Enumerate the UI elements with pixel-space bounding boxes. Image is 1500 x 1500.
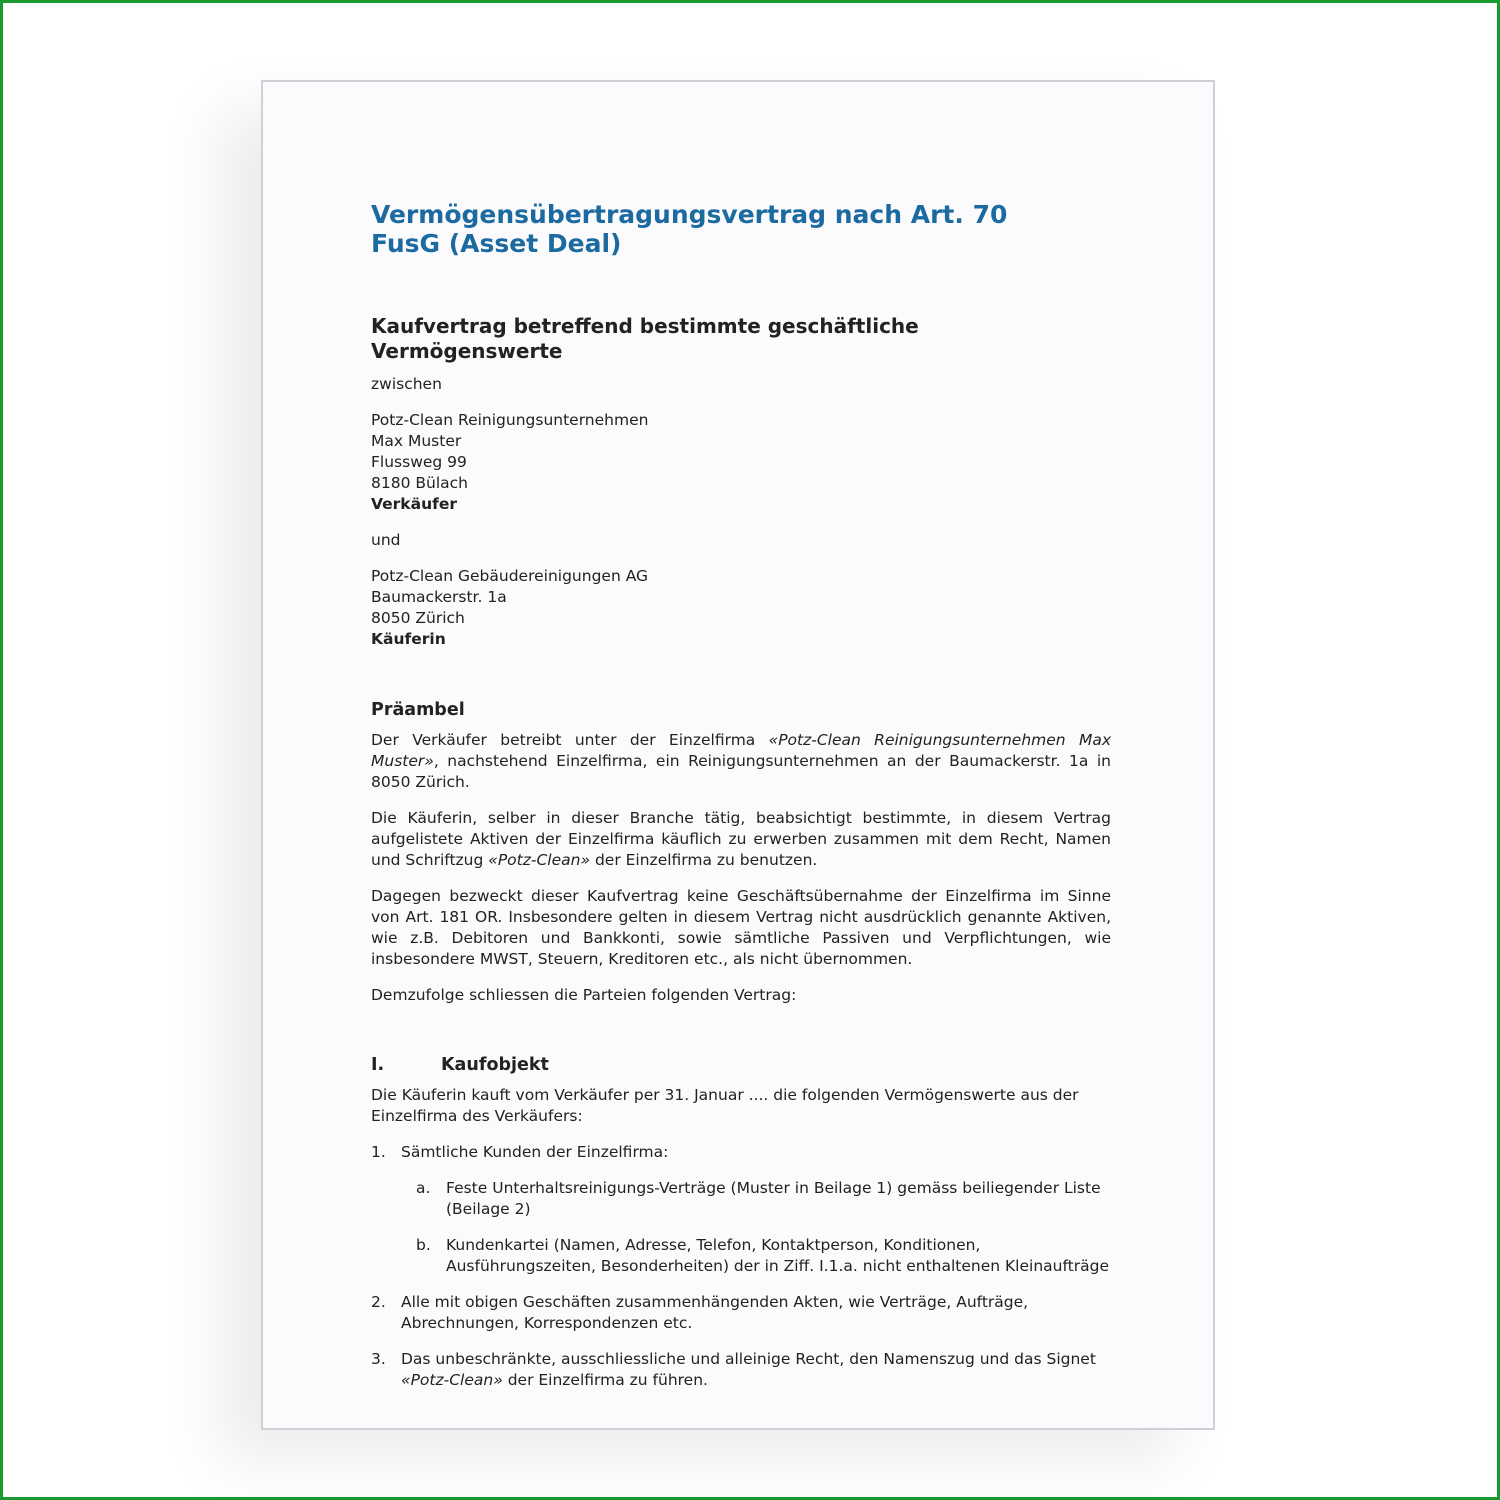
preamble-paragraph-4: Demzufolge schliessen die Parteien folgenden Vertrag:: [371, 986, 797, 1004]
text-run: Die Käuferin, selber in dieser Branche tätig, beabsichtigt bestimmte, in diesem Vertrag aufgelistete Aktiven der Einzelfirma käuflich zu erwerben zusammen mit dem Recht, Namen und Schriftzug: [371, 809, 1111, 869]
text-run: der Einzelfirma zu benutzen.: [590, 851, 818, 869]
buyer-line: 8050 Zürich: [371, 609, 465, 627]
seller-role: Verkäufer: [371, 495, 458, 513]
section-number: I.: [371, 1055, 385, 1075]
buyer-line: Baumackerstr. 1a: [371, 588, 507, 606]
and-text: und: [371, 531, 401, 549]
text-run: Das unbeschränkte, ausschliessliche und alleinige Recht, den Namenszug und das Signet: [401, 1350, 1096, 1368]
seller-line: Potz-Clean Reinigungsunternehmen: [371, 411, 649, 429]
list-item: [371, 1292, 1111, 1334]
list-text: [401, 1349, 1111, 1391]
brand-name-italic: «Potz-Clean»: [488, 851, 591, 869]
document-page: [261, 80, 1215, 1430]
buyer-line: Potz-Clean Gebäudereinigungen AG: [371, 567, 649, 585]
list-marker: a.: [416, 1179, 431, 1197]
text-run: der Einzelfirma zu führen.: [502, 1371, 708, 1389]
list-text: Kundenkartei (Namen, Adresse, Telefon, Kontaktperson, Konditionen, Ausführungszeiten, Besonderheiten) der in Ziff. I.1.a. nicht enthaltenen Kleinaufträge: [446, 1236, 1109, 1275]
list-marker: b.: [416, 1236, 431, 1254]
section-heading-kaufobjekt: [371, 1054, 1111, 1076]
sub-list-item: [416, 1235, 1111, 1277]
text-run: , nachstehend Einzelfirma, ein Reinigungsunternehmen an der Baumackerstr. 1a in 8050 Zürich.: [371, 752, 1111, 791]
seller-line: Max Muster: [371, 432, 462, 450]
list-marker: 1.: [371, 1143, 386, 1161]
sub-list-item: [416, 1178, 1111, 1220]
seller-line: 8180 Bülach: [371, 474, 468, 492]
section-title: Kaufobjekt: [441, 1055, 549, 1075]
list-text: Sämtliche Kunden der Einzelfirma:: [401, 1143, 669, 1161]
buyer-block: [371, 566, 1111, 650]
list-item: [371, 1142, 1111, 1163]
list-text: Alle mit obigen Geschäften zusammenhängenden Akten, wie Verträge, Aufträge, Abrechnungen, Korrespondenzen etc.: [401, 1293, 1029, 1332]
text-run: Der Verkäufer betreibt unter der Einzelfirma: [371, 731, 769, 749]
preamble-heading: Präambel: [371, 700, 465, 720]
company-name-italic: «Potz-Clean Reinigungsunternehmen Max Muster»: [371, 731, 1111, 770]
seller-block: [371, 410, 1111, 515]
between-text: zwischen: [371, 375, 442, 393]
preamble-paragraph-2: [371, 808, 1111, 871]
preamble-paragraph-3: Dagegen bezweckt dieser Kaufvertrag keine Geschäftsübernahme der Einzelfirma im Sinne von Art. 181 OR. Insbesondere gelten in diesem Vertrag nicht ausdrücklich genannte Aktiven, wie z.B. Debitoren und Bankkonti, sowie sämtliche Passiven und Verpflichtungen, wie insbesondere MWST, Steuern, Kreditoren etc., als nicht übernommen.: [371, 887, 1111, 968]
document-content: [371, 200, 1111, 1406]
list-marker: 3.: [371, 1350, 386, 1368]
section-intro: Die Käuferin kauft vom Verkäufer per 31. Januar .... die folgenden Vermögenswerte aus der Einzelfirma des Verkäufers:: [371, 1086, 1079, 1125]
seller-line: Flussweg 99: [371, 453, 467, 471]
document-title: Vermögensübertragungsvertrag nach Art. 70 FusG (Asset Deal): [371, 200, 1008, 258]
buyer-role: Käuferin: [371, 630, 446, 648]
list-item: [371, 1349, 1111, 1391]
preamble-paragraph-1: [371, 730, 1111, 793]
list-text: Feste Unterhaltsreinigungs-Verträge (Muster in Beilage 1) gemäss beiliegender Liste (Beilage 2): [446, 1179, 1101, 1218]
brand-name-italic: «Potz-Clean»: [401, 1371, 503, 1389]
document-subtitle: Kaufvertrag betreffend bestimmte geschäftliche Vermögenswerte: [371, 314, 919, 363]
list-marker: 2.: [371, 1293, 386, 1311]
